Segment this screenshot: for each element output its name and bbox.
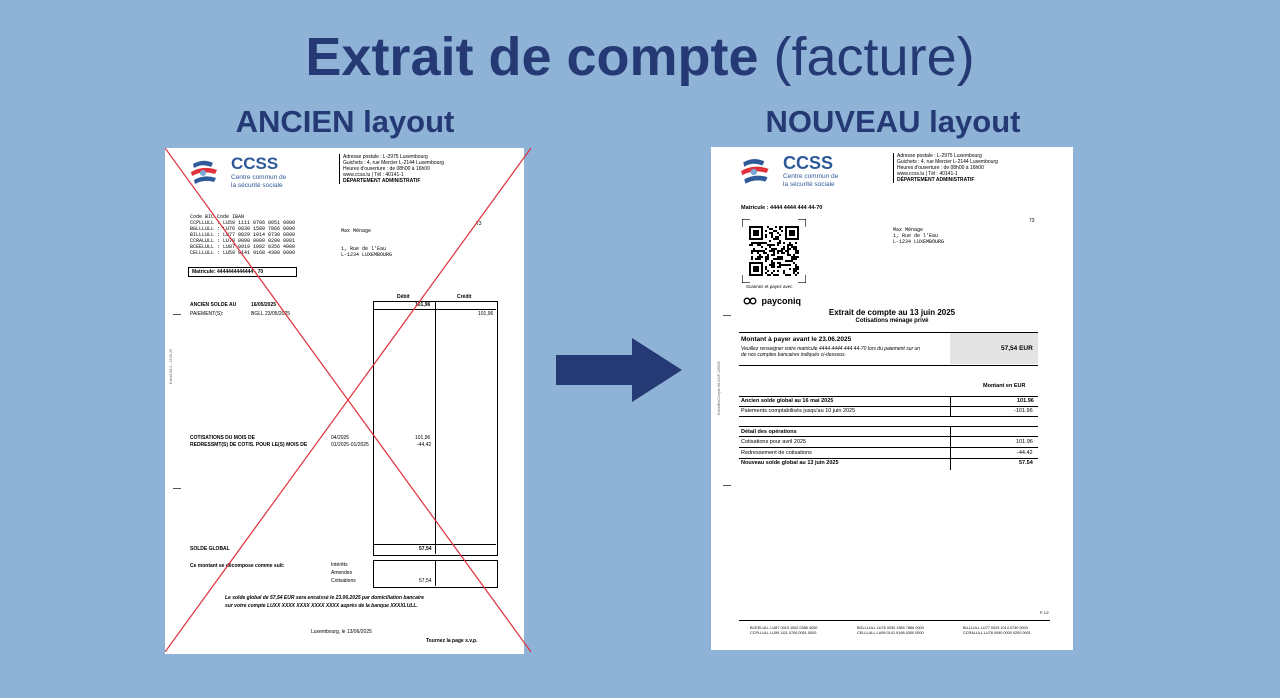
margin-code: Extrait-WL3 - 13.06.25 — [169, 348, 173, 384]
table-rule — [739, 426, 1038, 427]
footer-rule — [739, 620, 1050, 621]
footer-bank: BILLLULL LU77 0029 1014 0730 0000 — [963, 626, 1028, 630]
col-debit: Débit — [397, 294, 410, 300]
summary-row-value: -101.96 — [1014, 408, 1033, 414]
turn-page: Tournez la page s.v.p. — [426, 638, 478, 644]
fold-mark — [723, 485, 731, 486]
address-line: Heures d'ouverture : de 08h00 à 16h00 — [343, 166, 430, 172]
payconiq-label: payconiq — [761, 295, 801, 306]
table-rule — [739, 406, 1038, 407]
old-layout-label: ANCIEN layout — [235, 104, 455, 139]
pay-note-line2: de nos comptes bancaires indiqués ci-dessous. — [741, 352, 847, 358]
solde-label: SOLDE GLOBAL — [190, 546, 230, 552]
cotisations-value: 57,54 — [419, 578, 432, 584]
footer-bank-col — [857, 626, 924, 636]
address-line: www.ccss.lu | Tél : 40141-1 — [343, 172, 404, 178]
table-rule — [739, 436, 1038, 437]
recipient-street: 1, Rue de l'Eau — [893, 233, 939, 239]
summary-row-label: Paiements comptabilisés jusqu'au 10 juin 2025 — [741, 408, 856, 414]
logo-line1: Centre commun de — [231, 174, 287, 181]
col-credit: Crédit — [457, 294, 472, 300]
recipient-city: L-1234 LUXEMBOURG — [893, 239, 945, 245]
department: DÉPARTEMENT ADMINISTRATIF — [897, 177, 975, 183]
recipient-address — [893, 227, 944, 245]
logo-line2: la sécurité sociale — [783, 181, 835, 188]
amount-header: Montant en EUR — [983, 383, 1026, 389]
address-block — [893, 153, 998, 183]
detail-row-label: Cotisations pour avril 2025 — [741, 439, 807, 445]
matricule: Matricule : 4444 4444 444 44-70 — [741, 205, 823, 211]
ancien-date: 16/05/2025 — [251, 302, 277, 308]
footer-bank-col — [750, 626, 817, 636]
cotis-value: 101,96 — [415, 435, 431, 441]
footer-bank-col — [963, 626, 1031, 636]
cotis-period: 04/2025 — [331, 435, 350, 441]
qr-code[interactable] — [742, 219, 806, 283]
cross-out-icon — [165, 148, 531, 652]
logo-name: CCSS — [231, 154, 279, 173]
ancien-label: ANCIEN SOLDE AU — [190, 302, 237, 308]
pay-note-line1: Veuillez renseigner votre matricule 4444 4444 444 44-70 lors du paiement sur un — [741, 346, 921, 352]
table-rule — [739, 447, 1038, 448]
table-rule — [739, 458, 1038, 459]
bank-line: BCEELULL : LU87 0019 1002 0356 4000 — [190, 244, 296, 250]
address-line: www.ccss.lu | Tél : 40141-1 — [897, 171, 958, 177]
footer-bank: BGLLLULL LU76 0030 1589 7866 0000 — [857, 626, 924, 630]
redress-period: 01/2025-01/2025 — [331, 442, 369, 448]
logo-line1: Centre commun de — [783, 173, 839, 180]
ancien-value: 101,96 — [415, 302, 431, 308]
bank-line: CCPLLULL : LU59 1111 0706 0051 0000 — [190, 220, 296, 226]
paiement-label: PAIEMENT(S): — [190, 311, 224, 317]
recipient-ref: 73 — [1029, 218, 1035, 224]
statement-title: Extrait de compte au 13 juin 2025 — [828, 308, 956, 317]
note-line1: Le solde global de 57,54 EUR sera encaissé le 23.06.2025 par domiciliation bancaire — [225, 595, 424, 601]
qr-caption: Scannez et payez avec — [746, 284, 793, 289]
redress-value: -44,42 — [417, 442, 432, 448]
footer-bank: CCPLLULL LU59 1111 0706 0051 0000 — [750, 631, 817, 635]
address-line: Heures d'ouverture : de 08h00 à 16h00 — [897, 165, 984, 171]
fold-mark — [723, 315, 731, 316]
footer-bank: CELLLULL LU59 0141 9168 4300 0000 — [857, 631, 924, 635]
footer-bank: CCRALULL LU78 0090 0000 0200 0001 — [963, 631, 1031, 635]
cotis-label: COTISATIONS DU MOIS DE — [190, 435, 255, 441]
ccss-logo — [739, 154, 775, 195]
logo-line2: la sécurité sociale — [231, 182, 283, 189]
place-date: Luxembourg, le 13/06/2025 — [311, 629, 372, 635]
recipient-name: Max Ménage — [341, 228, 372, 234]
table-rule — [739, 396, 1038, 397]
address-line: Guichets : 4, rue Mercier L-2144 Luxembourg — [343, 160, 444, 166]
bank-line: CCRALULL : LU78 0090 0000 0200 0001 — [190, 238, 296, 244]
new-statement-page — [711, 147, 1073, 650]
detail-row-value: 101.96 — [1016, 439, 1033, 445]
detail-row-value: 57.54 — [1019, 460, 1033, 466]
payconiq-icon — [743, 297, 757, 305]
bank-line: BILLLULL : LU77 0029 1014 0730 0000 — [190, 232, 296, 238]
pay-amount: 57,54 EUR — [1001, 345, 1033, 352]
cotisations-label: Cotisations — [331, 578, 356, 584]
ccss-logo-icon — [739, 154, 775, 190]
decomp-label: Ce montant se décompose comme suit: — [190, 563, 285, 569]
summary-row-value: 101.96 — [1017, 398, 1034, 404]
new-layout-label: NOUVEAU layout — [765, 104, 1021, 139]
qr-code-icon — [742, 219, 806, 283]
recipient-name: Max Ménage — [893, 227, 924, 233]
table-rule — [739, 416, 1038, 417]
page-title — [0, 26, 1280, 88]
matricule-box: Matricule: 4444444444444 - 70 — [188, 267, 297, 277]
paiement-ref: BGLL 23/05/2025 — [251, 311, 291, 317]
footer-bank: BCEELULL LU87 0019 1002 0356 4000 — [750, 626, 818, 630]
page-number: P. 1/2 — [1040, 611, 1049, 615]
recipient-ref: 73 — [476, 221, 482, 227]
solde-value: 57,54 — [419, 546, 432, 552]
redress-label: REDRESSMT(S) DE COTIS. POUR LE(S) MOIS DE — [190, 442, 308, 448]
detail-header: Détail des opérations — [741, 429, 797, 435]
address-line: Adresse postale : L-2975 Luxembourg — [343, 154, 428, 160]
table-col-rule — [950, 426, 951, 470]
margin-code: ExtraitDeCompte-WL3-NP-130625 — [717, 361, 721, 415]
recipient-street: 1, Rue de l'Eau — [341, 246, 387, 252]
interets-label: Intérêts — [331, 562, 348, 568]
logo-name: CCSS — [783, 153, 834, 173]
recipient-city: L-1234 LUXEMBOURG — [341, 252, 393, 258]
detail-row-label: Redressement de cotisations — [741, 450, 812, 456]
bank-line: BGLLLULL : LU76 0030 1589 7866 0000 — [190, 226, 296, 232]
bank-header: Code BIC Code IBAN — [190, 214, 245, 220]
pay-label: Montant à payer avant le 23.06.2025 — [741, 336, 852, 343]
amendes-label: Amendes — [331, 570, 353, 576]
detail-row-value: -44.42 — [1017, 450, 1033, 456]
title-bold: Extrait de compte — [305, 27, 759, 87]
address-line: Guichets : 4, rue Mercier L-2144 Luxembourg — [897, 159, 998, 165]
summary-row-label: Ancien solde global au 16 mai 2025 — [741, 398, 834, 404]
statement-subtitle: Cotisations ménage privé — [855, 318, 929, 324]
bank-line: CELLLULL : LU59 0141 9168 4300 0000 — [190, 250, 296, 256]
department: DÉPARTEMENT ADMINISTRATIF — [343, 178, 421, 184]
title-light: (facture) — [773, 27, 975, 87]
paiement-value: 101,96 — [478, 311, 494, 317]
address-line: Adresse postale : L-2975 Luxembourg — [897, 153, 982, 159]
detail-row-label: Nouveau solde global au 13 juin 2025 — [741, 460, 839, 466]
note-line2: sur votre compte LUXX XXXX XXXX XXXX XXXX auprès de la banque XXXXLULL. — [225, 603, 418, 609]
right-arrow-icon — [556, 338, 684, 402]
